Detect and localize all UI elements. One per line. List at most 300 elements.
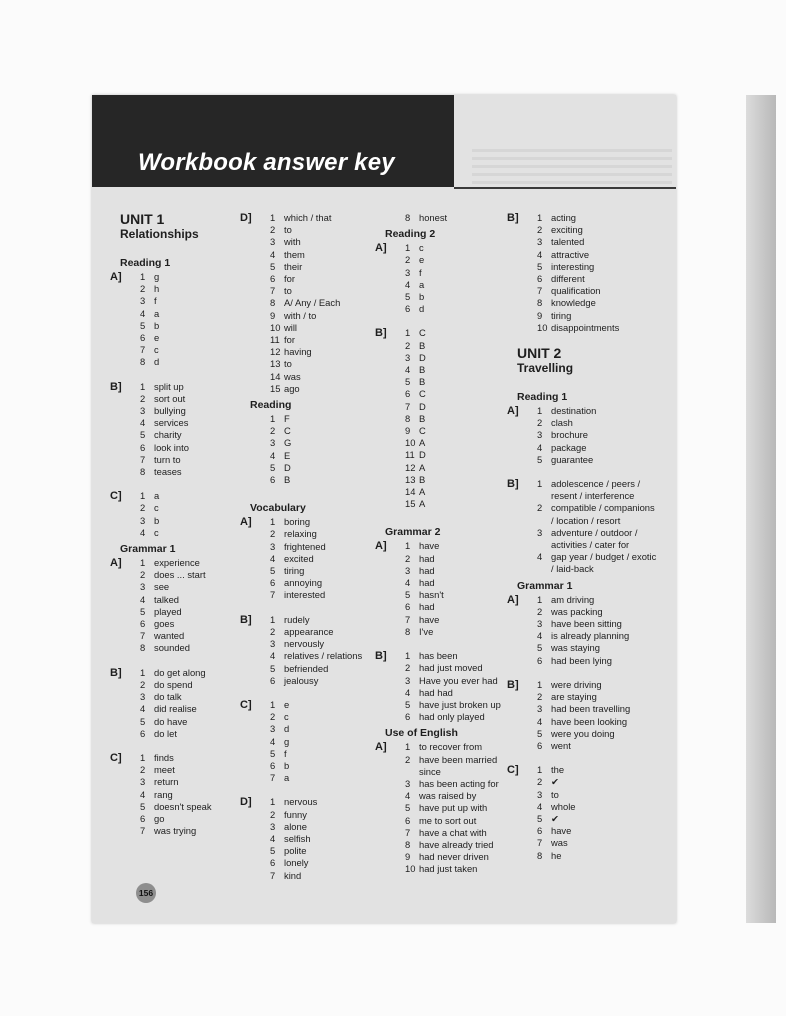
answer-row bbox=[270, 723, 380, 735]
answer-number: 1 bbox=[140, 751, 146, 763]
exercise-label: A] bbox=[375, 540, 387, 553]
answer-number: 2 bbox=[270, 711, 276, 723]
answer-number: 4 bbox=[140, 593, 146, 605]
answer-row bbox=[405, 863, 513, 875]
answer-row bbox=[270, 675, 380, 687]
answer-number: 2 bbox=[405, 662, 411, 674]
answer-number: 6 bbox=[140, 618, 146, 630]
answer-number: 2 bbox=[270, 528, 276, 540]
header-rule bbox=[454, 187, 676, 189]
spacer bbox=[120, 740, 240, 752]
answer-group bbox=[507, 405, 657, 466]
answer-number: 5 bbox=[270, 747, 276, 759]
answer-text: acting bbox=[551, 212, 577, 223]
answer-text: a bbox=[284, 772, 290, 784]
answer-number: 10 bbox=[405, 863, 416, 875]
answer-number: 5 bbox=[270, 461, 276, 473]
exercise-label: A] bbox=[507, 405, 519, 418]
answer-text: to bbox=[284, 285, 292, 297]
spacer bbox=[120, 369, 240, 381]
answer-number: 4 bbox=[405, 278, 411, 290]
answer-number: 5 bbox=[405, 589, 411, 601]
answer-number: 13 bbox=[270, 358, 281, 370]
answer-row bbox=[405, 815, 513, 827]
answer-text: have bbox=[551, 825, 572, 837]
answer-row bbox=[270, 383, 380, 395]
answer-group bbox=[240, 212, 380, 395]
answer-row bbox=[537, 789, 657, 801]
answer-row bbox=[140, 295, 240, 307]
answer-number: 1 bbox=[537, 212, 543, 223]
answer-row bbox=[270, 236, 380, 248]
answer-row bbox=[140, 442, 240, 454]
answer-text: whole bbox=[551, 800, 576, 812]
answer-number: 5 bbox=[270, 845, 276, 857]
answer-number: 6 bbox=[270, 474, 276, 486]
answer-text: package bbox=[551, 441, 587, 453]
answer-text: ago bbox=[284, 382, 300, 394]
answer-number: 3 bbox=[537, 236, 543, 248]
answer-number: 2 bbox=[405, 753, 411, 765]
answer-row bbox=[140, 527, 240, 539]
answer-text: with bbox=[284, 236, 301, 248]
answer-number: 10 bbox=[270, 321, 281, 333]
answer-row bbox=[270, 638, 380, 650]
answer-number: 3 bbox=[405, 351, 411, 363]
answer-row bbox=[537, 273, 657, 285]
spacer bbox=[517, 466, 657, 478]
answer-text: destination bbox=[551, 405, 597, 417]
answer-text: finds bbox=[154, 751, 174, 763]
answer-row bbox=[537, 642, 657, 654]
answer-row bbox=[405, 388, 513, 400]
answer-row bbox=[270, 748, 380, 760]
answer-group bbox=[507, 678, 657, 752]
answer-text: A bbox=[419, 437, 426, 449]
answer-text: played bbox=[154, 605, 182, 617]
spacer bbox=[250, 687, 380, 699]
answer-row bbox=[405, 827, 513, 839]
exercise-label: B] bbox=[507, 478, 519, 491]
answer-number: 1 bbox=[405, 741, 411, 753]
answer-row bbox=[270, 833, 380, 845]
answer-number: 8 bbox=[405, 625, 411, 637]
answer-text: was packing bbox=[551, 605, 603, 617]
answer-number: 7 bbox=[270, 285, 276, 297]
answer-row bbox=[140, 515, 240, 527]
answer-row bbox=[405, 413, 513, 425]
exercise-label: A] bbox=[375, 741, 387, 754]
spacer bbox=[250, 602, 380, 614]
answer-number: 15 bbox=[270, 382, 281, 394]
answer-row bbox=[140, 642, 240, 654]
answer-text: did realise bbox=[154, 703, 197, 715]
answer-text: c bbox=[419, 242, 424, 254]
answer-row bbox=[270, 614, 380, 626]
section-heading: Use of English bbox=[385, 727, 458, 740]
answer-row bbox=[140, 356, 240, 368]
answer-number: 6 bbox=[405, 303, 411, 315]
answer-row bbox=[537, 776, 657, 788]
answer-number: 3 bbox=[537, 429, 543, 441]
answer-text: relatives / relations bbox=[284, 650, 363, 662]
exercise-label: B] bbox=[507, 212, 519, 224]
spacer bbox=[517, 752, 657, 764]
answer-group bbox=[110, 557, 240, 655]
answer-text: do talk bbox=[154, 691, 182, 703]
answer-text: B bbox=[284, 474, 291, 486]
answer-text: had bbox=[419, 601, 435, 613]
answer-text: was bbox=[284, 370, 301, 382]
answer-text: teases bbox=[154, 466, 182, 478]
answer-text: turn to bbox=[154, 453, 181, 465]
answer-number: 1 bbox=[270, 698, 276, 710]
answer-row bbox=[270, 711, 380, 723]
answer-text: nervously bbox=[284, 638, 325, 650]
answer-row bbox=[270, 589, 380, 601]
spacer bbox=[517, 667, 657, 679]
answer-number: 6 bbox=[270, 857, 276, 869]
answer-number: 1 bbox=[537, 678, 543, 690]
answer-text: was bbox=[551, 837, 568, 849]
answer-row bbox=[405, 699, 513, 711]
answer-text: interested bbox=[284, 589, 326, 601]
answer-group bbox=[375, 540, 513, 638]
answer-text: me to sort out bbox=[419, 814, 477, 826]
answer-text: A bbox=[419, 498, 426, 510]
answer-row bbox=[270, 760, 380, 772]
answer-row bbox=[140, 283, 240, 295]
answer-number: 2 bbox=[270, 425, 276, 437]
answer-text: excited bbox=[284, 552, 314, 564]
answer-number: 12 bbox=[405, 461, 416, 473]
answer-row bbox=[140, 490, 240, 502]
answer-row bbox=[140, 569, 240, 581]
answer-text: lonely bbox=[284, 857, 309, 869]
answer-row bbox=[405, 565, 513, 577]
answer-row bbox=[270, 450, 380, 462]
answer-number: 4 bbox=[537, 715, 543, 727]
answer-group bbox=[250, 413, 380, 486]
answer-row bbox=[537, 679, 657, 691]
answer-row bbox=[270, 736, 380, 748]
answer-text: nervous bbox=[284, 796, 318, 808]
section-heading: Grammar 2 bbox=[385, 526, 441, 539]
answer-row bbox=[405, 303, 513, 315]
answer-row bbox=[270, 796, 380, 808]
answer-text: funny bbox=[284, 808, 307, 820]
answer-text: have bbox=[419, 613, 440, 625]
answer-row bbox=[140, 502, 240, 514]
answer-number: 9 bbox=[405, 425, 411, 437]
answer-text: honest bbox=[419, 212, 448, 223]
answer-text: had bbox=[419, 564, 435, 576]
answer-row bbox=[405, 352, 513, 364]
answer-row bbox=[405, 462, 513, 474]
bleed-through-text bbox=[472, 149, 672, 189]
answer-row bbox=[405, 279, 513, 291]
exercise-label: B] bbox=[110, 666, 122, 679]
header-band bbox=[92, 95, 454, 187]
answer-number: 4 bbox=[140, 417, 146, 429]
answer-row bbox=[140, 618, 240, 630]
answer-number: 5 bbox=[405, 291, 411, 303]
answer-row bbox=[537, 606, 657, 618]
answer-row bbox=[537, 527, 657, 551]
answer-number: 1 bbox=[405, 540, 411, 552]
answer-number: 5 bbox=[270, 662, 276, 674]
answer-text: guarantee bbox=[551, 453, 594, 465]
answer-number: 6 bbox=[537, 739, 543, 751]
answer-column-1 bbox=[110, 211, 240, 837]
answer-row bbox=[270, 273, 380, 285]
answer-number: 7 bbox=[270, 772, 276, 784]
answer-number: 2 bbox=[140, 392, 146, 404]
answer-row bbox=[405, 851, 513, 863]
answer-number: 1 bbox=[405, 650, 411, 662]
answer-text: with / to bbox=[284, 309, 317, 321]
answer-text: G bbox=[284, 437, 292, 449]
answer-number: 6 bbox=[270, 577, 276, 589]
answer-number: 1 bbox=[140, 557, 146, 569]
answer-text: do spend bbox=[154, 678, 193, 690]
answer-number: 7 bbox=[140, 453, 146, 465]
answer-text: alone bbox=[284, 820, 307, 832]
answer-number: 2 bbox=[537, 605, 543, 617]
answer-text: had bbox=[419, 577, 435, 589]
exercise-label: A] bbox=[240, 516, 252, 529]
answer-number: 3 bbox=[537, 618, 543, 630]
answer-number: 1 bbox=[140, 380, 146, 392]
answer-number: 5 bbox=[405, 802, 411, 814]
answer-text: compatible / companions / location / resort bbox=[551, 502, 655, 526]
answer-text: b bbox=[419, 291, 425, 303]
answer-number: 2 bbox=[270, 224, 276, 236]
answer-row bbox=[537, 502, 657, 526]
answer-number: 3 bbox=[140, 581, 146, 593]
section-heading: Reading bbox=[250, 399, 292, 412]
answer-row bbox=[140, 752, 240, 764]
answer-row bbox=[140, 764, 240, 776]
answer-text: B bbox=[419, 376, 426, 388]
answer-text: tiring bbox=[551, 309, 572, 321]
answer-number: 3 bbox=[270, 820, 276, 832]
answer-text: a bbox=[154, 307, 160, 319]
answer-text: g bbox=[154, 271, 160, 282]
exercise-label: A] bbox=[110, 271, 122, 283]
answer-text: have just broken up bbox=[419, 698, 501, 710]
answer-row bbox=[537, 837, 657, 849]
answer-number: 4 bbox=[140, 788, 146, 800]
exercise-label: B] bbox=[240, 613, 252, 626]
answer-text: jealousy bbox=[284, 674, 319, 686]
answer-number: 9 bbox=[270, 309, 276, 321]
answer-group bbox=[240, 613, 380, 687]
answer-number: 8 bbox=[270, 297, 276, 309]
answer-number: 5 bbox=[140, 605, 146, 617]
answer-row bbox=[405, 741, 513, 753]
answer-number: 6 bbox=[537, 654, 543, 666]
answer-row bbox=[405, 449, 513, 461]
exercise-label: B] bbox=[110, 380, 122, 393]
answer-row bbox=[405, 577, 513, 589]
answer-text: to bbox=[551, 788, 559, 800]
section-heading: Grammar 1 bbox=[120, 543, 176, 556]
answer-group bbox=[507, 764, 657, 862]
answer-text: polite bbox=[284, 845, 307, 857]
answer-row bbox=[405, 267, 513, 279]
answer-text: had never driven bbox=[419, 851, 489, 863]
answer-text: were driving bbox=[551, 678, 602, 690]
answer-row bbox=[270, 249, 380, 261]
answer-text: was trying bbox=[154, 825, 197, 837]
answer-text: to recover from bbox=[419, 741, 483, 753]
answer-column-2 bbox=[240, 212, 380, 882]
answer-row bbox=[405, 802, 513, 814]
answer-number: 9 bbox=[405, 851, 411, 863]
answer-row bbox=[405, 242, 513, 254]
answer-text: relaxing bbox=[284, 528, 317, 540]
answer-text: A/ Any / Each bbox=[284, 297, 341, 309]
answer-number: 6 bbox=[140, 727, 146, 739]
answer-row bbox=[140, 691, 240, 703]
answer-number: 4 bbox=[537, 441, 543, 453]
answer-number: 3 bbox=[140, 776, 146, 788]
answer-row bbox=[270, 358, 380, 370]
answer-number: 14 bbox=[270, 370, 281, 382]
answer-number: 1 bbox=[537, 764, 543, 776]
answer-text: to bbox=[284, 358, 292, 370]
answer-number: 8 bbox=[405, 212, 411, 223]
answer-text: have put up with bbox=[419, 802, 488, 814]
answer-number: 8 bbox=[537, 849, 543, 861]
answer-number: 1 bbox=[140, 666, 146, 678]
answer-row bbox=[405, 790, 513, 802]
spacer bbox=[385, 315, 513, 327]
answer-number: 3 bbox=[537, 788, 543, 800]
answer-row bbox=[270, 541, 380, 553]
answer-number: 7 bbox=[537, 285, 543, 297]
answer-row bbox=[405, 662, 513, 674]
answer-row bbox=[537, 249, 657, 261]
exercise-label: C] bbox=[240, 698, 252, 711]
answer-row bbox=[537, 405, 657, 417]
answer-row bbox=[140, 594, 240, 606]
answer-group bbox=[375, 741, 513, 875]
answer-text: d bbox=[284, 723, 290, 735]
answer-text: them bbox=[284, 248, 305, 260]
answer-text: bullying bbox=[154, 405, 186, 417]
spacer bbox=[250, 486, 380, 498]
answer-text: C bbox=[419, 388, 426, 400]
answer-number: 3 bbox=[270, 236, 276, 248]
answer-text: am driving bbox=[551, 593, 595, 605]
answer-number: 2 bbox=[140, 678, 146, 690]
answer-row bbox=[270, 425, 380, 437]
answer-text: has been acting for bbox=[419, 777, 499, 789]
answer-number: 8 bbox=[405, 838, 411, 850]
answer-row bbox=[140, 776, 240, 788]
answer-text: interesting bbox=[551, 260, 595, 272]
answer-row bbox=[405, 425, 513, 437]
unit-subtitle: Relationships bbox=[120, 227, 199, 241]
section-heading: Reading 1 bbox=[120, 257, 171, 269]
answer-row bbox=[140, 789, 240, 801]
answer-row bbox=[537, 297, 657, 309]
answer-number: 7 bbox=[405, 613, 411, 625]
answer-number: 1 bbox=[405, 327, 411, 339]
answer-number: 6 bbox=[270, 674, 276, 686]
answer-text: adventure / outdoor / activities / cater for bbox=[551, 526, 638, 551]
answer-text: b bbox=[154, 319, 160, 331]
answer-text: E bbox=[284, 449, 291, 461]
answer-text: I've bbox=[419, 625, 434, 637]
answer-number: 1 bbox=[270, 613, 276, 625]
answer-number: 8 bbox=[140, 642, 146, 654]
answer-row bbox=[537, 224, 657, 236]
answer-number: 5 bbox=[405, 698, 411, 710]
answer-text: boring bbox=[284, 516, 311, 528]
answer-text: go bbox=[154, 812, 165, 824]
answer-text: have been looking bbox=[551, 715, 628, 727]
answer-text: h bbox=[154, 283, 160, 295]
answer-text: a bbox=[419, 278, 425, 290]
answer-row bbox=[537, 478, 657, 502]
answer-number: 1 bbox=[405, 242, 411, 254]
answer-row bbox=[270, 285, 380, 297]
exercise-label: B] bbox=[375, 327, 387, 340]
answer-group bbox=[110, 666, 240, 740]
answer-text: B bbox=[419, 339, 426, 351]
answer-number: 1 bbox=[270, 516, 276, 528]
answer-row bbox=[537, 850, 657, 862]
answer-row bbox=[537, 764, 657, 776]
exercise-label: B] bbox=[375, 650, 387, 663]
answer-number: 2 bbox=[537, 224, 543, 236]
spacer bbox=[120, 478, 240, 490]
answer-row bbox=[405, 553, 513, 565]
answer-text: adolescence / peers / resent / interference bbox=[551, 478, 641, 502]
answer-text: A bbox=[419, 461, 426, 473]
answer-text: had had bbox=[419, 686, 453, 698]
answer-number: 5 bbox=[140, 800, 146, 812]
answer-row bbox=[270, 261, 380, 273]
answer-text: F bbox=[284, 413, 290, 425]
answer-text: knowledge bbox=[551, 297, 596, 309]
answer-row bbox=[140, 405, 240, 417]
answer-text: disappointments bbox=[551, 321, 620, 333]
spacer bbox=[385, 510, 513, 522]
answer-text: had been lying bbox=[551, 654, 612, 666]
answer-number: 8 bbox=[537, 297, 543, 309]
answer-text: having bbox=[284, 346, 312, 358]
answer-number: 3 bbox=[140, 691, 146, 703]
answer-number: 5 bbox=[270, 260, 276, 272]
answer-number: 2 bbox=[270, 625, 276, 637]
answer-text: c bbox=[154, 344, 159, 356]
answer-number: 9 bbox=[537, 309, 543, 321]
answer-number: 3 bbox=[537, 703, 543, 715]
exercise-label: C] bbox=[110, 751, 122, 764]
answer-row bbox=[270, 663, 380, 675]
answer-text: the bbox=[551, 764, 565, 776]
answer-row bbox=[270, 474, 380, 486]
answer-number: 5 bbox=[140, 715, 146, 727]
answer-number: 2 bbox=[537, 417, 543, 429]
answer-number: 1 bbox=[270, 212, 276, 223]
answer-text: talented bbox=[551, 236, 585, 248]
answer-group bbox=[507, 593, 657, 667]
